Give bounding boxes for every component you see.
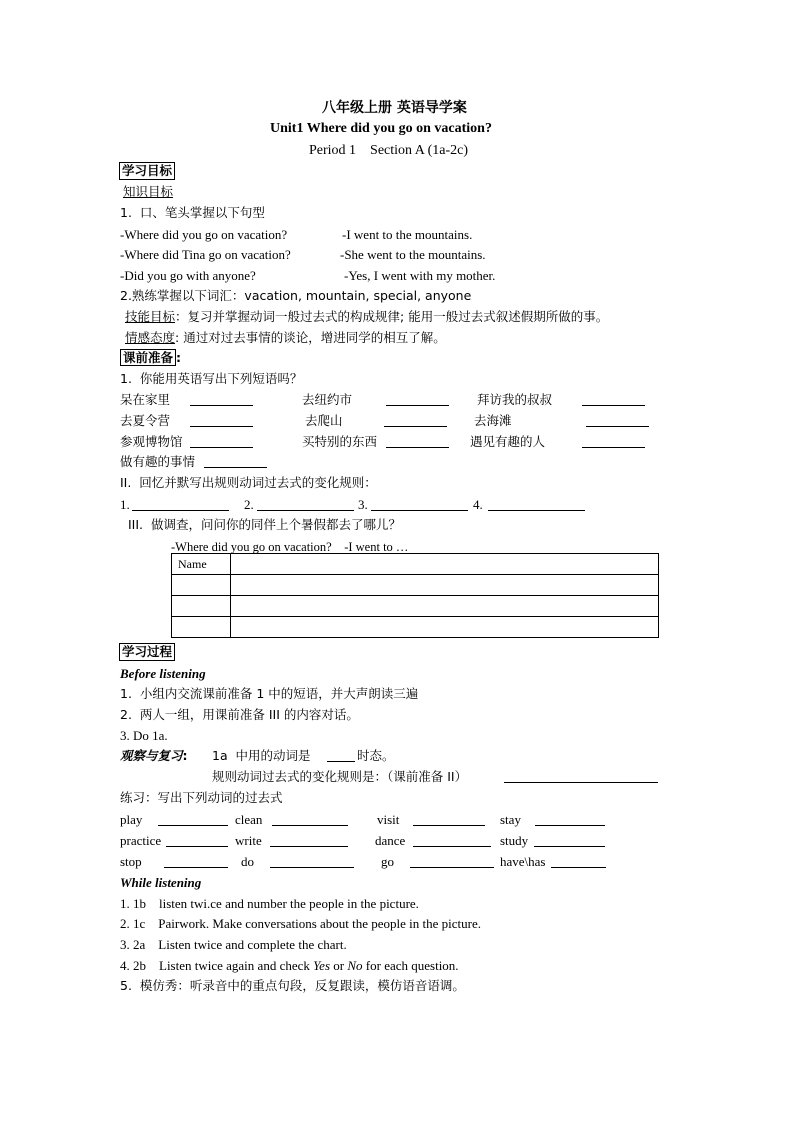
observe-label: 观察与复习 [120, 748, 183, 763]
verb-practice: practice [120, 833, 162, 848]
goal-item-2: 2.熟练掌握以下词汇：vacation, mountain, special, anyone [120, 288, 472, 303]
tense-blank[interactable] [327, 747, 355, 762]
verb-play: play [120, 812, 143, 827]
before-listening-heading: Before listening [120, 666, 206, 681]
verb-dance: dance [375, 833, 406, 848]
verb-blank[interactable] [272, 811, 348, 826]
verb-blank[interactable] [158, 811, 228, 826]
answer-blank[interactable] [190, 433, 253, 448]
skill-text: ：复习并掌握动词一般过去式的构成规律; 能用一般过去式叙述假期所做的事。 [175, 309, 609, 324]
verb-write: write [235, 833, 262, 848]
before-item-1: 1. 小组内交流课前准备 1 中的短语，并大声朗读三遍 [120, 686, 419, 701]
table-cell[interactable] [231, 617, 659, 638]
verb-blank[interactable] [413, 811, 485, 826]
skill-goal [125, 308, 608, 326]
verb-blank[interactable] [410, 853, 494, 868]
table-cell[interactable] [172, 575, 231, 596]
verb-have-has: have\has [500, 854, 546, 869]
phrase-special-things: 买特别的东西 [302, 434, 378, 449]
before-item-2: 2. 两人一组，用课前准备 III 的内容对话。 [120, 707, 359, 722]
table-row [172, 554, 659, 575]
sentence-a2: -She went to the mountains. [340, 247, 486, 262]
prep-question-1: 1. 你能用英语写出下列短语吗？ [120, 371, 303, 386]
sentence-q3: -Did you go with anyone? [120, 268, 256, 283]
while-item-4-or: or [330, 958, 348, 973]
answer-blank[interactable] [386, 391, 449, 406]
rule-blank[interactable] [132, 496, 229, 511]
table-row [172, 596, 659, 617]
knowledge-heading: 知识目标 [123, 184, 174, 199]
rule-blank[interactable] [257, 496, 354, 511]
phrase-new-york: 去纽约市 [302, 392, 353, 407]
answer-blank[interactable] [190, 412, 253, 427]
observe-text-2: 时态。 [357, 748, 395, 763]
goal-item-1: 1. 口、笔头掌握以下句型 [120, 205, 265, 220]
observe-colon: : [182, 748, 188, 763]
section-heading-prep: 课前准备 [120, 349, 176, 366]
table-cell[interactable] [231, 596, 659, 617]
table-cell[interactable] [172, 617, 231, 638]
verb-blank[interactable] [551, 853, 606, 868]
while-item-4-yes: Yes [313, 958, 331, 973]
while-item-1: 1. 1b listen twi.ce and number the people in the picture. [120, 896, 419, 911]
sentence-a3: -Yes, I went with my mother. [344, 268, 496, 283]
answer-blank[interactable] [586, 412, 649, 427]
answer-blank[interactable] [384, 412, 447, 427]
while-item-4-no: No [347, 958, 363, 973]
verb-do: do [241, 854, 254, 869]
verb-stop: stop [120, 854, 142, 869]
section-heading-process: 学习过程 [119, 643, 175, 661]
rule-question: 规则动词过去式的变化规则是：（课前准备 II） [212, 769, 468, 784]
table-cell[interactable] [172, 596, 231, 617]
verb-blank[interactable] [535, 811, 605, 826]
verb-go: go [381, 854, 394, 869]
table-row [172, 575, 659, 596]
while-item-5: 5. 模仿秀：听录音中的重点句段，反复跟读，模仿语音语调。 [120, 978, 465, 993]
observe-text-1: 1a 中用的动词是 [212, 748, 311, 763]
rule-blank[interactable] [488, 496, 585, 511]
phrase-museum: 参观博物馆 [120, 434, 183, 449]
while-item-4 [120, 957, 459, 975]
table-header-name: Name [172, 554, 231, 575]
table-cell[interactable] [231, 575, 659, 596]
while-item-4-pre: 4. 2b Listen twice again and check [120, 958, 314, 973]
sentence-q2: -Where did Tina go on vacation? [120, 247, 291, 262]
phrase-interesting-things: 做有趣的事情 [120, 454, 196, 469]
phrase-stay-home: 呆在家里 [120, 392, 171, 407]
section-heading-goals: 学习目标 [119, 162, 175, 180]
verb-blank[interactable] [270, 853, 354, 868]
answer-blank[interactable] [190, 391, 253, 406]
table-row [172, 617, 659, 638]
rule-1-label: 1. [120, 497, 130, 512]
answer-blank[interactable] [582, 433, 645, 448]
phrase-summer-camp: 去夏令营 [120, 413, 171, 428]
verb-blank[interactable] [534, 832, 605, 847]
page-title: 八年级上册 英语导学案 [322, 100, 467, 116]
verb-blank[interactable] [413, 832, 491, 847]
while-item-4-post: for each question. [362, 958, 459, 973]
rule-3-label: 3. [358, 497, 368, 512]
period-title: Period 1 Section A (1a-2c) [309, 143, 469, 158]
practice-heading: 练习：写出下列动词的过去式 [120, 790, 283, 805]
emotion-text: : 通过对过去事情的谈论，增进同学的相互了解。 [175, 330, 446, 345]
unit-title: Unit1 Where did you go on vacation? [270, 121, 492, 136]
emotion-goal [125, 329, 446, 347]
while-item-3: 3. 2a Listen twice and complete the chart. [120, 937, 347, 952]
while-item-2: 2. 1c Pairwork. Make conversations about the people in the picture. [120, 916, 482, 931]
observe-row [120, 747, 188, 765]
sentence-q1: -Where did you go on vacation? [120, 227, 288, 242]
phrase-interesting-people: 遇见有趣的人 [470, 434, 546, 449]
phrase-beach: 去海滩 [474, 413, 512, 428]
answer-blank[interactable] [582, 391, 645, 406]
sentence-a1: -I went to the mountains. [342, 227, 473, 242]
emotion-label: 情感态度 [125, 330, 176, 345]
survey-dialogue: -Where did you go on vacation? -I went to … [171, 540, 409, 554]
prep-question-3: III. 做调查，问问你的同伴上个暑假都去了哪儿？ [128, 517, 401, 532]
verb-blank[interactable] [164, 853, 228, 868]
phrase-visit-uncle: 拜访我的叔叔 [477, 392, 553, 407]
rule-answer-blank[interactable] [504, 768, 658, 783]
answer-blank[interactable] [204, 453, 267, 468]
prep-heading-row [120, 349, 181, 367]
verb-study: study [500, 833, 529, 848]
verb-visit: visit [377, 812, 400, 827]
answer-blank[interactable] [386, 433, 449, 448]
table-cell[interactable] [231, 554, 659, 575]
verb-stay: stay [500, 812, 521, 827]
rule-4-label: 4. [473, 497, 483, 512]
verb-blank[interactable] [166, 832, 228, 847]
rule-blank[interactable] [371, 496, 468, 511]
prep-question-2: II. 回忆并默写出规则动词过去式的变化规则： [120, 475, 377, 490]
before-item-3: 3. Do 1a. [120, 728, 168, 743]
skill-label: 技能目标 [125, 309, 176, 324]
prep-colon: : [176, 350, 182, 365]
while-listening-heading: While listening [120, 875, 202, 890]
phrase-mountains: 去爬山 [305, 413, 343, 428]
survey-table [171, 553, 659, 638]
verb-blank[interactable] [270, 832, 348, 847]
rule-2-label: 2. [244, 497, 254, 512]
verb-clean: clean [235, 812, 263, 827]
